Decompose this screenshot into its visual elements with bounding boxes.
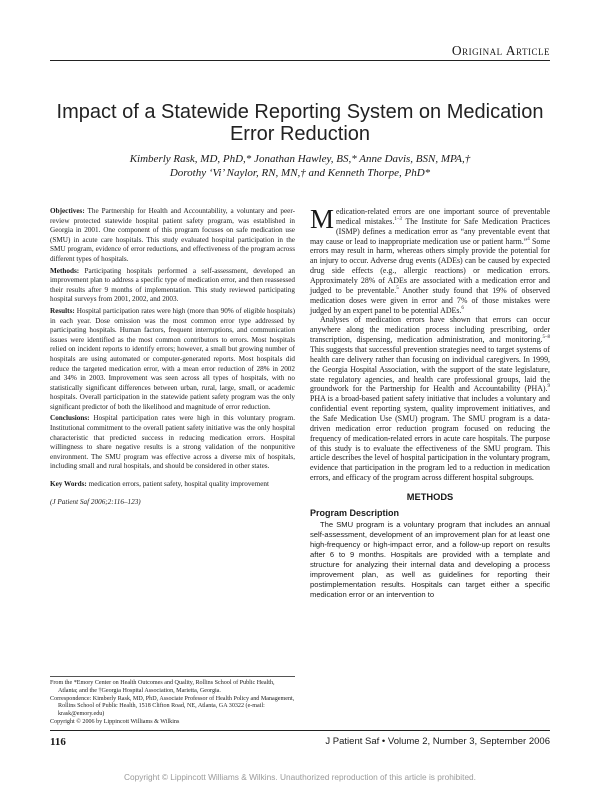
author-line-2: Dorothy ‘Vi’ Naylor, RN, MN,† and Kenneth Thorpe, PhD* (169, 167, 431, 179)
program-description-heading: Program Description (310, 507, 400, 518)
article-title: Impact of a Statewide Reporting System on Medication Error Reduction (56, 101, 544, 145)
intro-paragraph-1 (310, 204, 550, 315)
footnotes (50, 680, 295, 727)
correspondence-note: Correspondence: Kimberly Rask, MD, PhD, Associate Professor of Health Policy and Management, Rollins School of Public Health, 1518 Clifton Road, NE, Atlanta, GA 30322 (e-mail: krask@emory.edu) (50, 695, 295, 718)
ref-superscript: 1–3 (394, 216, 402, 222)
abstract-objectives (50, 207, 295, 265)
p2-text: Analyses of medication errors have shown that errors can occur anywhere along the medication process including prescribing, order transcription, dispensing, medication administration, and monitoring. (310, 315, 550, 345)
methods-label: Methods: (50, 266, 80, 275)
ref-superscript: 9 (547, 384, 550, 390)
ref-superscript: 6 (461, 305, 464, 311)
p1-text: edication-related errors are one important source of preventable medical mistakes. (336, 207, 550, 226)
ref-superscript: 5–8 (542, 335, 550, 341)
author-list (60, 152, 540, 180)
abstract-conclusions (50, 414, 295, 472)
ref-superscript: 5 (396, 285, 399, 291)
program-description-text: The SMU program is a voluntary program that includes an annual self-assessment, development of an improvement plan for at least one high-frequency or high-impact error, and a follow-up report on results after 6 to 9 months. Hospitals are provided with a template and structure for analyzing their internal data and developing a process improvement plan, as well as guidelines for reporting their postimplementation results. Hospitals can target either a specific medication error or an intervention to (310, 519, 550, 599)
journal-info: J Patient Saf • Volume 2, Number 3, September 2006 (325, 736, 550, 747)
keywords-text: medication errors, patient safety, hospital quality improvement (88, 480, 269, 489)
p2-text3: PHA is a broad-based patient safety initiative that includes a voluntary and confidential event reporting system, quality improvement initiatives, and the Safe Medication Use (SMU) program. The SMU program is a data-driven medication error reduction program focused on reducing the frequency of medication-related errors in acute care hospitals. The purpose of this study is to evaluate the effectiveness of the SMU program. This article describes the level of hospital participation in the voluntary program, evidence that participation in the program led to a reduction in medication errors, and efficacy of the program across different hospital subgroups. (310, 394, 550, 483)
p2-text2: This suggests that successful prevention strategies need to target systems of health care delivery rather than focusing on individual caregivers. In 1999, the Georgia Hospital Association, with the support of the state legislature, state regulatory agencies, and health care professional groups, laid the groundwork for the Partnership for Health and Accountability (PHA). (310, 345, 550, 394)
conclusions-label: Conclusions: (50, 414, 90, 423)
ref-superscript: 4 (527, 236, 530, 242)
section-label: Original Article (451, 43, 550, 58)
copyright-note: Copyright © 2006 by Lippincott Williams & Wilkins (50, 718, 180, 725)
p1-text4: Another study found that 19% of observed medication doses were given in error and 7% of those mistakes were judged by an expert panel to be potential ADEs. (310, 285, 550, 315)
conclusions-text: Hospital participation rates were high in this voluntary program. Institutional commitment to the overall patient safety initiative was the only hospital characteristic that predicted success in reducing medication errors. Hospital willingness to share negative results is a strong validation of the nonpunitive environment. The SMU program was effective across a diverse mix of hospitals, including small and rural hospitals, and should be considered in other states. (50, 414, 295, 471)
body-column (310, 204, 550, 600)
bottom-rule (50, 730, 550, 731)
footnote-rule (50, 676, 295, 677)
keywords-label: Key Words: (50, 480, 87, 489)
abstract (50, 207, 295, 509)
author-line-1: Kimberly Rask, MD, PhD,* Jonathan Hawley, BS,* Anne Davis, BSN, MPA,† (129, 153, 471, 165)
affiliation-note: From the *Emory Center on Health Outcomes and Quality, Rollins School of Public Health, Atlanta; and the †Georgia Hospital Association, Marietta, Georgia. (50, 680, 275, 694)
methods-text: Participating hospitals performed a self-assessment, developed an improvement plan to address a specific type of medication error, and then reassessed their results after 9 months of implementation. This study reviewed participating hospital surveys from 2001, 2002, and 2003. (50, 266, 295, 304)
p1-text3: Some errors may result in harm, whereas others simply provide the potential for an injury to occur. Adverse drug events (ADEs) can be caused by expected drug side effects (e.g., allergic reactions) or medication errors. Approximately 28% of ADEs are associated with a medication error and judged to be preventable. (310, 236, 550, 295)
abstract-results (50, 307, 295, 413)
p1-text2: The Institute for Safe Medication Practices (ISMP) defines a medication error as “any preventable event that may cause or lead to inappropriate medication use or patient harm.” (310, 216, 550, 246)
intro-paragraph-2 (310, 315, 550, 483)
abstract-methods (50, 267, 295, 305)
results-text: Hospital participation rates were high (more than 90% of eligible hospitals) in each year. Dose omission was the most common error type addressed by participating hospitals. Human factors, frequent interruptions, and communication issues were identified as the most common contributors to errors. Most hospitals relied on incident reports to identify errors; however, a small but growing number of hospitals are using automated or computer-generated reports. Most hospitals did reduce the targeted medication error, with a mean error reduction of 28% in 2002 and 34% in 2003. Improvement was seen across all types of hospitals, with no statistically significant differences between urban, rural, large, small, or academic hospitals. Overall participation in the statewide patient safety program was the only significant predictor of both the likelihood and magnitude of error reduction. (50, 306, 296, 411)
methods-heading: METHODS (406, 492, 454, 503)
page-number: 116 (50, 736, 66, 748)
copyright-notice: Copyright © Lippincott Williams & Wilkins. Unauthorized reproduction of this article is prohibited. (124, 772, 476, 782)
objectives-label: Objectives: (50, 207, 85, 215)
top-rule (50, 60, 550, 61)
drop-cap: M (310, 204, 335, 234)
keywords (50, 480, 295, 490)
objectives-text: The Partnership for Health and Accountability, a voluntary and peer-review protected statewide hospital patient safety program, was established in Georgia in 2001. One component of this program focuses on safe medication use (SMU) in acute care hospitals. This study evaluated hospital participation in the SMU program, evidence of error reductions, and effectiveness of the program across different types of hospitals. (50, 207, 295, 263)
results-label: Results: (50, 306, 75, 315)
citation: (J Patient Saf 2006;2:116–123) (50, 497, 141, 506)
